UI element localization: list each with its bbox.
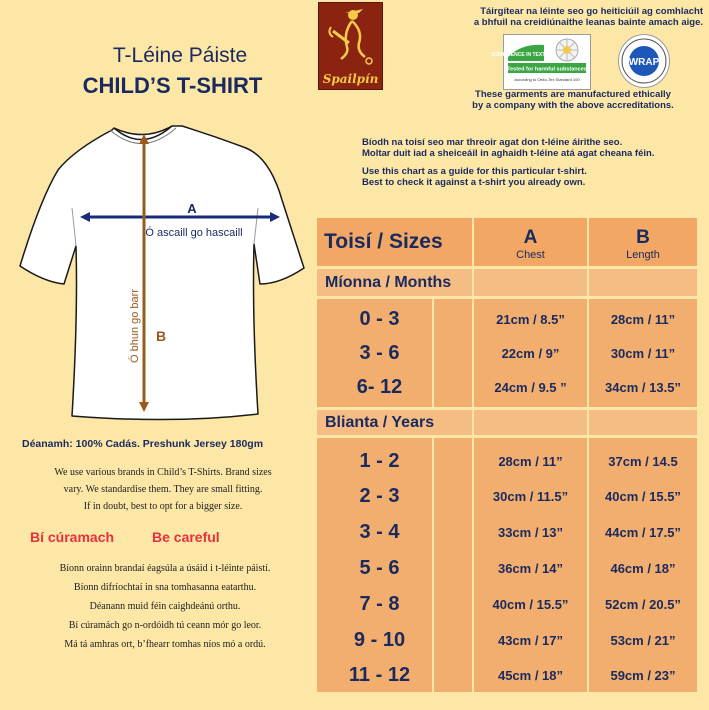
table-header-sizes: Toisí / Sizes (317, 218, 472, 266)
table-header-a: A (523, 227, 538, 248)
accreditation-irish (420, 6, 703, 28)
badge1-title: CONFIDENCE IN TEXTILES (491, 52, 557, 58)
irish-notes (20, 559, 310, 654)
years-age: 1 - 2 (359, 449, 400, 472)
years-age: 7 - 8 (359, 592, 400, 615)
irish-note-line: Déanann muid féin caighdeánú orthu. (89, 601, 241, 612)
badge1-small: according to Oeko-Tex Standard 100 (514, 77, 580, 82)
size-table (317, 218, 697, 692)
care-irish: Bí cúramach (30, 529, 115, 545)
years-length: 46cm / 18” (610, 560, 676, 576)
years-chest: 33cm / 13” (497, 524, 564, 540)
table-header-chest (474, 218, 587, 266)
spailpin-figure-icon (319, 3, 382, 73)
years-length: 53cm / 21” (610, 632, 676, 648)
guide-line: Best to check it against a t-shirt you already own. (362, 177, 586, 188)
months-age: 6- 12 (356, 375, 403, 398)
years-chest: 30cm / 11.5” (492, 488, 569, 504)
oeko-tex-badge (491, 34, 591, 90)
months-chest: 21cm / 8.5” (496, 311, 565, 327)
accreditation-english-line: by a company with the above accreditations. (472, 100, 674, 111)
accreditation-english (438, 89, 708, 111)
years-chest: 28cm / 11” (498, 453, 563, 469)
irish-note-line: Bíonn difríochtaí in sna tomhasanna eatarthu. (73, 582, 257, 593)
years-chest: 40cm / 15.5” (492, 596, 569, 612)
years-length: 37cm / 14.5 (608, 453, 678, 469)
accreditation-irish-line: a bhfuil na creidiúnaithe leanas bainte amach aige. (473, 17, 703, 28)
irish-note-line: Bíonn orainn brandaí éagsúla a úsáid i t-léinte páistí. (59, 563, 271, 574)
wrap-logo-icon (619, 35, 669, 87)
section-months-spacer (474, 269, 587, 296)
wrap-badge (618, 34, 670, 88)
months-age: 0 - 3 (359, 307, 400, 330)
years-age: 5 - 6 (359, 556, 400, 579)
section-years-spacer (589, 410, 697, 435)
months-length: 34cm / 13.5” (605, 379, 681, 395)
years-chest: 36cm / 14” (497, 560, 564, 576)
guide-line: Use this chart as a guide for this particular t-shirt. (362, 166, 587, 177)
section-months-label: Míonna / Months (317, 269, 472, 296)
english-note-line: vary. We standardise them. They are small fitting. (63, 484, 263, 495)
months-chest: 24cm / 9.5 ” (494, 379, 567, 395)
months-age: 3 - 6 (359, 341, 400, 364)
measure-b-label: B (156, 328, 167, 344)
table-header-a-sub: Chest (516, 249, 545, 261)
section-months-spacer (589, 269, 697, 296)
chart-guide-text (362, 137, 654, 188)
years-length: 44cm / 17.5” (605, 524, 681, 540)
care-english: Be careful (152, 529, 220, 545)
accreditation-irish-line: Táirgítear na léinte seo go heiticiúil ag comhlacht (480, 6, 703, 17)
months-length: 30cm / 11” (610, 345, 676, 361)
table-header-length (589, 218, 697, 266)
measure-a-caption: Ó ascaill go hascaill (145, 227, 243, 239)
measure-b-caption: Ó bhun go barr (129, 289, 141, 363)
years-age: 11 - 12 (348, 663, 411, 686)
years-age: 3 - 4 (359, 520, 400, 543)
years-length: 59cm / 23” (610, 667, 676, 683)
title-irish: T-Léine Páiste (112, 44, 248, 67)
months-chest: 22cm / 9” (501, 345, 560, 361)
fabric-info: Déanamh: 100% Cadás. Preshunk Jersey 180gm (22, 438, 264, 450)
months-length: 28cm / 11” (610, 311, 676, 327)
table-header-b: B (636, 227, 650, 248)
logo-wordmark: Spailpín (322, 72, 379, 86)
english-note-line: We use various brands in Child’s T-Shirts. Brand sizes (54, 467, 272, 478)
irish-note-line: Má tá amhras ort, b’fhearr tomhas níos mó a ordú. (64, 639, 266, 650)
years-chest: 43cm / 17” (497, 632, 564, 648)
badge1-subtitle: Tested for harmful substances (507, 66, 587, 73)
english-note-line: If in doubt, best to opt for a bigger size. (83, 501, 243, 512)
oeko-tex-logo-icon (491, 35, 590, 89)
english-notes (28, 464, 298, 515)
guide-line: Bíodh na toisí seo mar threoir agat don t-léine áirithe seo. (362, 137, 623, 148)
table-header-b-sub: Length (626, 249, 660, 261)
accreditation-english-line: These garments are manufactured ethically (475, 89, 671, 100)
guide-line: Moltar duit iad a sheiceáil in aghaidh t-léine atá agat cheana féin. (362, 148, 655, 159)
years-age: 9 - 10 (353, 628, 406, 651)
years-chest: 45cm / 18” (497, 667, 564, 683)
measure-a-label: A (187, 201, 197, 216)
section-years-label: Blianta / Years (317, 410, 472, 435)
irish-note-line: Bí cúramách go n-ordóidh tú ceann mór go leor. (68, 620, 262, 631)
tshirt-outline (20, 126, 304, 420)
tshirt-diagram (14, 116, 304, 432)
title-english: CHILD’S T-SHIRT (82, 73, 263, 98)
wrap-text: WRAP (628, 57, 660, 68)
years-length: 52cm / 20.5” (605, 596, 681, 612)
years-age: 2 - 3 (359, 484, 400, 507)
spailpin-logo (318, 2, 383, 90)
section-years-spacer (474, 410, 587, 435)
years-length: 40cm / 15.5” (605, 488, 681, 504)
